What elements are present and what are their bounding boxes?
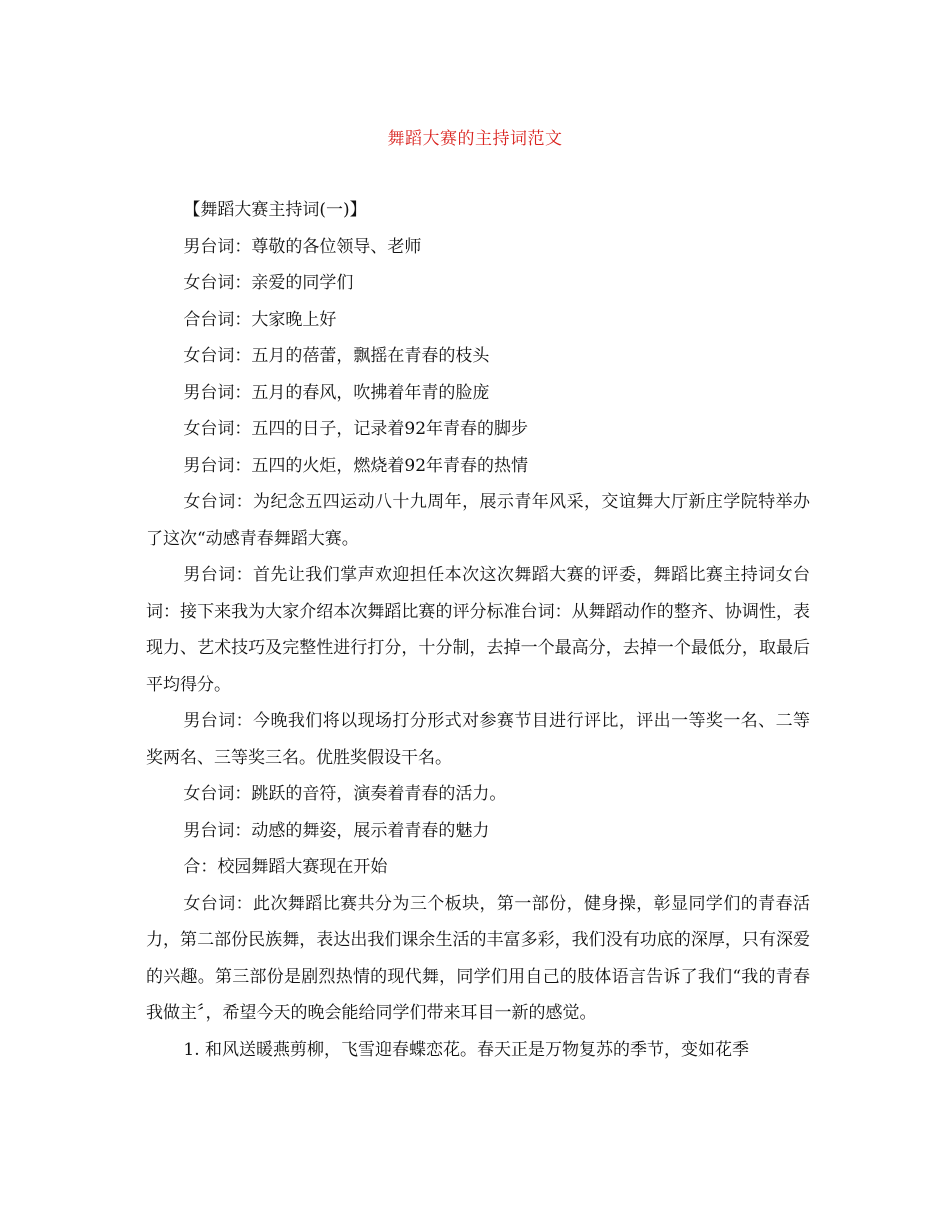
paragraph: 女台词：此次舞蹈比赛共分为三个板块，第一部份，健身操，彰显同学们的青春活力，第二部份民族舞，表达出我们课余生活的丰富多彩，我们没有功底的深厚，只有深爱的兴趣。第三部份是剧烈热情的现代舞，同学们用自己的肢体语言告诉了我们“我的青春我做主〞，希望今天的晚会能给同学们带来耳目一新的感觉。 <box>146 893 810 1023</box>
paragraph: 女台词：五四的日子，记录着92年青春的脚步 <box>183 419 529 439</box>
paragraph: 合台词：大家晚上好 <box>183 309 337 330</box>
paragraph: 女台词：亲爱的同学们 <box>183 273 354 293</box>
page-title: 舞蹈大赛的主持词范文 <box>387 129 563 149</box>
paragraph: 男台词：今晚我们将以现场打分形式对参赛节目进行评比，评出一等奖一名、二等奖两名、三等奖三名。优胜奖假设干名。 <box>146 711 810 768</box>
paragraph: 【舞蹈大赛主持词(一)】 <box>183 200 367 220</box>
paragraph: 女台词：五月的蓓蕾，飘摇在青春的枝头 <box>183 346 490 366</box>
paragraph: 男台词：五月的春风，吹拂着年青的脸庞 <box>183 382 490 403</box>
paragraph: 1. 和风送暖燕剪柳，飞雪迎春蝶恋花。春天正是万物复苏的季节，变如花季 <box>183 1039 750 1060</box>
paragraph: 男台词：尊敬的各位领导、老师 <box>183 236 422 257</box>
paragraph: 男台词：首先让我们掌声欢迎担任本次这次舞蹈大赛的评委，舞蹈比赛主持词女台词：接下来我为大家介绍本次舞蹈比赛的评分标准台词：从舞蹈动作的整齐、协调性，表现力、艺术技巧及完整性进行打分，十分制，去掉一个最高分，去掉一个最低分，取最后平均得分。 <box>146 565 810 695</box>
document-body <box>146 192 810 1068</box>
paragraph: 女台词：为纪念五四运动八十九周年，展示青年风采，交谊舞大厅新庄学院特举办了这次“动感青春舞蹈大赛。 <box>146 492 810 549</box>
paragraph: 男台词：动感的舞姿，展示着青春的魅力 <box>183 820 490 841</box>
paragraph: 女台词：跳跃的音符，演奏着青春的活力。 <box>183 784 507 804</box>
paragraph: 合：校园舞蹈大赛现在开始 <box>183 857 388 877</box>
paragraph: 男台词：五四的火炬，燃烧着92年青春的热情 <box>183 455 529 476</box>
